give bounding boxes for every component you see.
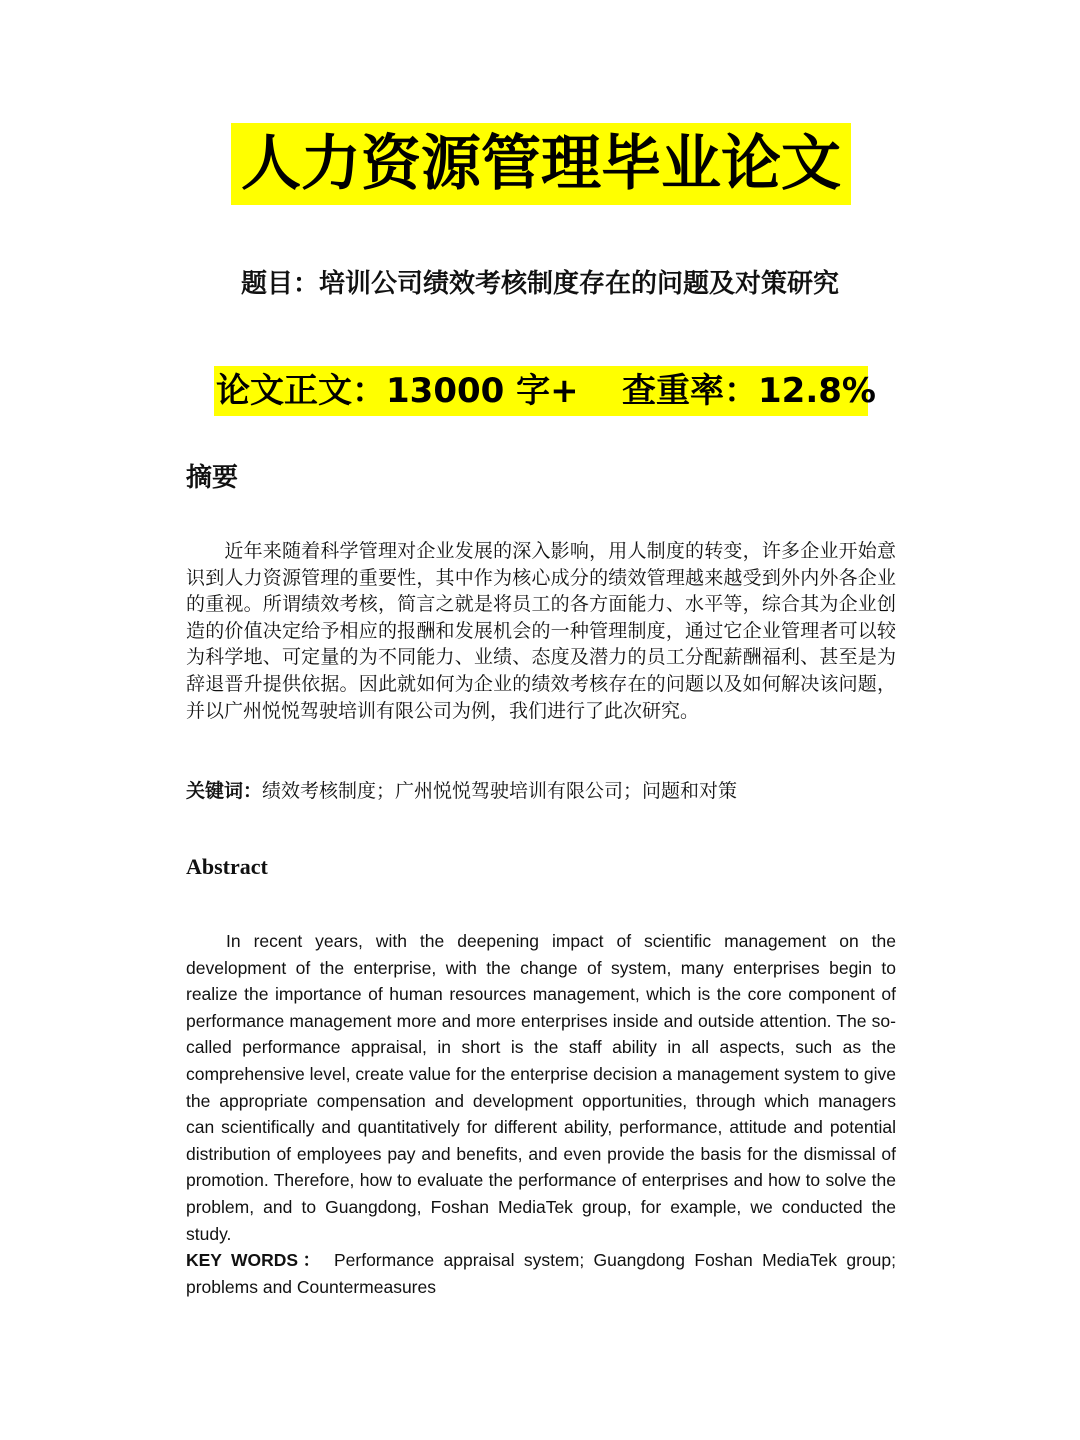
keywords-cn-text: 绩效考核制度；广州悦悦驾驶培训有限公司；问题和对策 bbox=[262, 780, 738, 802]
keywords-en bbox=[186, 1247, 896, 1300]
abstract-cn-body bbox=[186, 538, 896, 724]
word-count-label: 论文正文：13000 字+ bbox=[216, 371, 579, 411]
plagiarism-rate-label: 查重率：12.8% bbox=[622, 371, 876, 411]
keywords-en-text: Performance appraisal system; Guangdong Foshan MediaTek group; problems and Countermeasures bbox=[186, 1250, 896, 1297]
thesis-subtitle: 题目：培训公司绩效考核制度存在的问题及对策研究 bbox=[240, 269, 839, 299]
keywords-cn bbox=[186, 778, 896, 804]
abstract-en-paragraph: In recent years, with the deepening impact of scientific management on the development of the enterprise, with the change of system, many enterprises begin to realize the importance of human resources management, which is the core component of performance management more and more enterprises inside and outside attention. The so-called performance appraisal, in short is the staff ability in all aspects, such as the comprehensive level, create value for the enterprise decision a management system to give the appropriate compensation and development opportunities, through which managers can scientifically and quantitatively for different ability, performance, attitude and potential distribution of employees pay and benefits, and even provide the basis for the dismissal of promotion. Therefore, how to evaluate the performance of enterprises and how to solve the problem, and to Guangdong, Foshan MediaTek group, for example, we conducted the study. bbox=[186, 931, 896, 1244]
main-title: 人力资源管理毕业论文 bbox=[231, 123, 851, 205]
abstract-cn-paragraph: 近年来随着科学管理对企业发展的深入影响，用人制度的转变，许多企业开始意识到人力资源管理的重要性，其中作为核心成分的绩效管理越来越受到外内外各企业的重视。所谓绩效考核，简言之就是将员工的各方面能力、水平等，综合其为企业创造的价值决定给予相应的报酬和发展机会的一种管理制度，通过它企业管理者可以较为科学地、可定量的为不同能力、业绩、态度及潜力的员工分配薪酬福利、甚至是为辞退晋升提供依据。因此就如何为企业的绩效考核存在的问题以及如何解决该问题，并以广州悦悦驾驶培训有限公司为例，我们进行了此次研究。 bbox=[186, 540, 896, 722]
keywords-en-label: KEY WORDS： bbox=[186, 1250, 325, 1270]
stats-banner bbox=[214, 366, 876, 416]
keywords-cn-label: 关键词： bbox=[186, 780, 263, 802]
abstract-en-heading: Abstract bbox=[186, 854, 268, 879]
abstract-en-body bbox=[186, 928, 896, 1247]
abstract-cn-heading: 摘要 bbox=[186, 463, 239, 493]
